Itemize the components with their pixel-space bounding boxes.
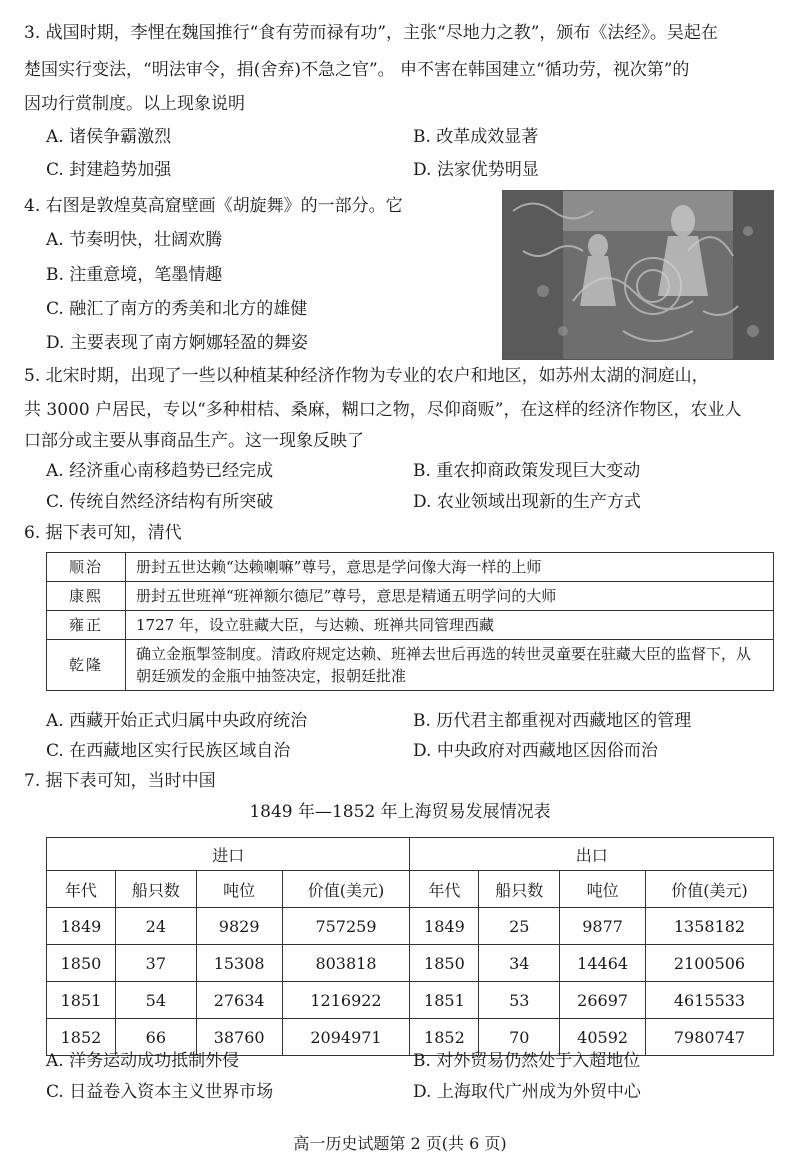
q3-option-d: D. 法家优势明显 (413, 160, 539, 180)
q6-qing-tibet-table (46, 552, 774, 691)
table-cell: 37 (115, 945, 196, 982)
q7-option-d: D. 上海取代广州成为外贸中心 (413, 1082, 641, 1102)
q5-option-c: C. 传统自然经济结构有所突破 (46, 492, 274, 512)
table-row (47, 611, 774, 640)
emperor-cell: 乾隆 (47, 640, 126, 691)
table-cell: 7980747 (645, 1019, 773, 1056)
q3-stem-line-3: 因功行赏制度。以上现象说明 (24, 94, 245, 114)
q7-shanghai-trade-table (46, 837, 774, 1056)
q6-option-d: D. 中央政府对西藏地区因俗而治 (413, 741, 658, 761)
table-header-row (47, 871, 774, 908)
q7-option-a: A. 洋务运动成功抵制外侵 (46, 1051, 240, 1071)
table-cell: 53 (479, 982, 560, 1019)
column-header: 船只数 (479, 871, 560, 908)
q5-stem-line-3: 口部分或主要从事商品生产。这一现象反映了 (24, 431, 364, 451)
q4-option-b: B. 注重意境，笔墨情趣 (46, 265, 223, 285)
table-cell: 66 (115, 1019, 196, 1056)
table-cell: 1852 (47, 1019, 116, 1056)
policy-cell: 册封五世达赖“达赖喇嘛”尊号，意思是学问像大海一样的上师 (126, 553, 774, 582)
table-cell: 4615533 (645, 982, 773, 1019)
q3-option-c: C. 封建趋势加强 (46, 160, 172, 180)
table-cell: 9877 (560, 908, 646, 945)
policy-cell: 确立金瓶掣签制度。清政府规定达赖、班禅去世后再选的转世灵童要在驻藏大臣的监督下，从朝廷颁发的金瓶中抽签决定，报朝廷批准 (126, 640, 774, 691)
column-header: 价值(美元) (282, 871, 410, 908)
table-cell: 1852 (410, 1019, 479, 1056)
table-cell: 54 (115, 982, 196, 1019)
column-header: 船只数 (115, 871, 196, 908)
column-header: 价值(美元) (645, 871, 773, 908)
table-cell: 70 (479, 1019, 560, 1056)
table-row (47, 582, 774, 611)
q3-stem-line-2: 楚国实行变法，“明法审令，捐(舍弃)不急之官”。 申不害在韩国建立“循功劳，视次第”的 (24, 60, 690, 80)
table-cell: 40592 (560, 1019, 646, 1056)
q5-option-a: A. 经济重心南移趋势已经完成 (46, 461, 274, 481)
table-group-header-row (47, 838, 774, 871)
table-cell: 1851 (410, 982, 479, 1019)
q5-option-b: B. 重农抑商政策发现巨大变动 (413, 461, 641, 481)
table-cell: 1850 (410, 945, 479, 982)
table-row (47, 945, 774, 982)
table-cell: 2100506 (645, 945, 773, 982)
table-cell: 1849 (410, 908, 479, 945)
q4-option-d: D. 主要表现了南方婀娜轻盈的舞姿 (46, 333, 308, 353)
page-footer: 高一历史试题第 2 页(共 6 页) (293, 1134, 507, 1153)
import-group-header: 进口 (47, 838, 410, 871)
q5-option-d: D. 农业领域出现新的生产方式 (413, 492, 641, 512)
table-cell: 757259 (282, 908, 410, 945)
table-row (47, 1019, 774, 1056)
table-cell: 14464 (560, 945, 646, 982)
table-cell: 1358182 (645, 908, 773, 945)
column-header: 吨位 (196, 871, 282, 908)
table-cell: 1216922 (282, 982, 410, 1019)
table-cell: 803818 (282, 945, 410, 982)
q6-option-a: A. 西藏开始正式归属中央政府统治 (46, 711, 308, 731)
q6-stem: 6. 据下表可知，清代 (24, 523, 182, 543)
column-header: 年代 (410, 871, 479, 908)
q7-option-c: C. 日益卷入资本主义世界市场 (46, 1082, 274, 1102)
table-cell: 9829 (196, 908, 282, 945)
table-cell: 1850 (47, 945, 116, 982)
table-cell: 34 (479, 945, 560, 982)
table-cell: 15308 (196, 945, 282, 982)
column-header: 吨位 (560, 871, 646, 908)
q5-stem-line-2: 共 3000 户居民，专以“多种柑桔、桑麻，糊口之物，尽仰商贩”，在这样的经济作物区，农业人 (24, 400, 742, 420)
emperor-cell: 康熙 (47, 582, 126, 611)
q3-option-b: B. 改革成效显著 (413, 127, 539, 147)
q4-option-c: C. 融汇了南方的秀美和北方的雄健 (46, 299, 308, 319)
emperor-cell: 雍正 (47, 611, 126, 640)
table-cell: 24 (115, 908, 196, 945)
policy-cell: 1727 年，设立驻藏大臣，与达赖、班禅共同管理西藏 (126, 611, 774, 640)
q3-stem-line-1: 3. 战国时期，李悝在魏国推行“食有劳而禄有功”，主张“尽地力之教”，颁布《法经》。吴起在 (24, 23, 718, 43)
table-row (47, 982, 774, 1019)
q5-stem-line-1: 5. 北宋时期，出现了一些以种植某种经济作物为专业的农户和地区，如苏州太湖的洞庭山， (24, 366, 709, 386)
table-cell: 26697 (560, 982, 646, 1019)
table-cell: 2094971 (282, 1019, 410, 1056)
q4-option-a: A. 节奏明快，壮阔欢腾 (46, 230, 223, 250)
q6-option-b: B. 历代君主都重视对西藏地区的管理 (413, 711, 692, 731)
q4-stem: 4. 右图是敦煌莫高窟壁画《胡旋舞》的一部分。它 (24, 196, 403, 216)
table-row (47, 640, 774, 691)
column-header: 年代 (47, 871, 116, 908)
q7-option-b: B. 对外贸易仍然处于入超地位 (413, 1051, 641, 1071)
q7-table-title: 1849 年—1852 年上海贸易发展情况表 (249, 802, 551, 822)
table-cell: 1849 (47, 908, 116, 945)
table-cell: 25 (479, 908, 560, 945)
table-row (47, 908, 774, 945)
table-row (47, 553, 774, 582)
q7-stem: 7. 据下表可知，当时中国 (24, 771, 216, 791)
q3-option-a: A. 诸侯争霸激烈 (46, 127, 172, 147)
export-group-header: 出口 (410, 838, 774, 871)
table-cell: 38760 (196, 1019, 282, 1056)
policy-cell: 册封五世班禅“班禅额尔德尼”尊号，意思是精通五明学问的大师 (126, 582, 774, 611)
table-cell: 1851 (47, 982, 116, 1019)
emperor-cell: 顺治 (47, 553, 126, 582)
dunhuang-mural-image (502, 190, 774, 360)
q6-option-c: C. 在西藏地区实行民族区域自治 (46, 741, 291, 761)
table-cell: 27634 (196, 982, 282, 1019)
